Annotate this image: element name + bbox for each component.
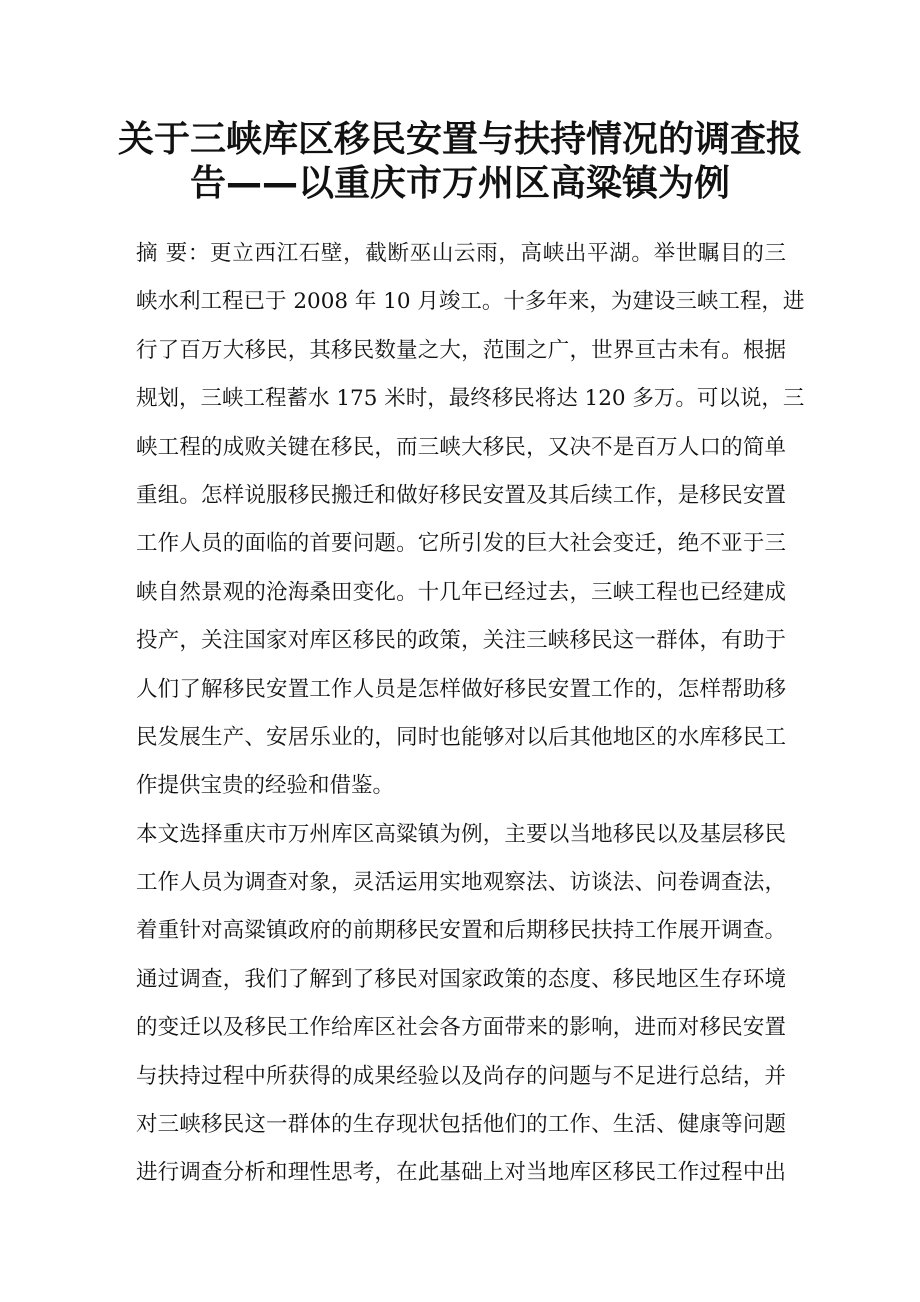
abstract-line: 民发展生产、安居乐业的，同时也能够对以后其他地区的水库移民工 xyxy=(136,724,786,750)
abstract-line: 投产，关注国家对库区移民的政策，关注三峡移民这一群体，有助于 xyxy=(136,628,786,654)
document-title-line-2: 告——以重庆市万州区高粱镇为例 xyxy=(189,163,730,204)
document-title-line-1: 关于三峡库区移民安置与扶持情况的调查报 xyxy=(117,119,802,160)
paragraph-line: 与扶持过程中所获得的成果经验以及尚存的问题与不足进行总结，并 xyxy=(136,1063,786,1089)
paragraph-line: 通过调查，我们了解到了移民对国家政策的态度、移民地区生存环境 xyxy=(136,966,786,992)
document-body xyxy=(136,238,805,1206)
abstract-line: 重组。怎样说服移民搬迁和做好移民安置及其后续工作，是移民安置 xyxy=(136,482,786,508)
abstract-line: 摘 要：更立西江石壁，截断巫山云雨，高峡出平湖。举世瞩目的三 xyxy=(136,241,786,266)
abstract-line: 工作人员的面临的首要问题。它所引发的巨大社会变迁，绝不亚于三 xyxy=(136,531,786,557)
abstract-line: 作提供宝贵的经验和借鉴。 xyxy=(136,773,395,799)
abstract-line: 人们了解移民安置工作人员是怎样做好移民安置工作的，怎样帮助移 xyxy=(136,676,786,702)
paragraph-line: 对三峡移民这一群体的生存现状包括他们的工作、生活、健康等问题 xyxy=(136,1112,786,1138)
abstract-line: 峡水利工程已于 2008 年 10 月竣工。十多年来，为建设三峡工程，进 xyxy=(136,289,805,315)
abstract-line: 峡工程的成败关键在移民，而三峡大移民，又决不是百万人口的简单 xyxy=(136,434,786,460)
abstract-line: 峡自然景观的沧海桑田变化。十几年已经过去，三峡工程也已经建成 xyxy=(136,579,786,605)
paragraph-line: 着重针对高粱镇政府的前期移民安置和后期移民扶持工作展开调查。 xyxy=(136,918,786,944)
paragraph-line: 的变迁以及移民工作给库区社会各方面带来的影响，进而对移民安置 xyxy=(136,1015,786,1041)
paragraph-line: 进行调查分析和理性思考，在此基础上对当地库区移民工作过程中出 xyxy=(136,1160,786,1186)
abstract-line: 行了百万大移民，其移民数量之大，范围之广，世界亘古未有。根据 xyxy=(136,337,786,363)
paragraph-line: 工作人员为调查对象，灵活运用实地观察法、访谈法、问卷调查法， xyxy=(136,870,786,896)
paragraph-line: 本文选择重庆市万州库区高粱镇为例，主要以当地移民以及基层移民 xyxy=(136,821,786,847)
abstract-line: 规划，三峡工程蓄水 175 米时，最终移民将达 120 多万。可以说，三 xyxy=(136,386,805,412)
